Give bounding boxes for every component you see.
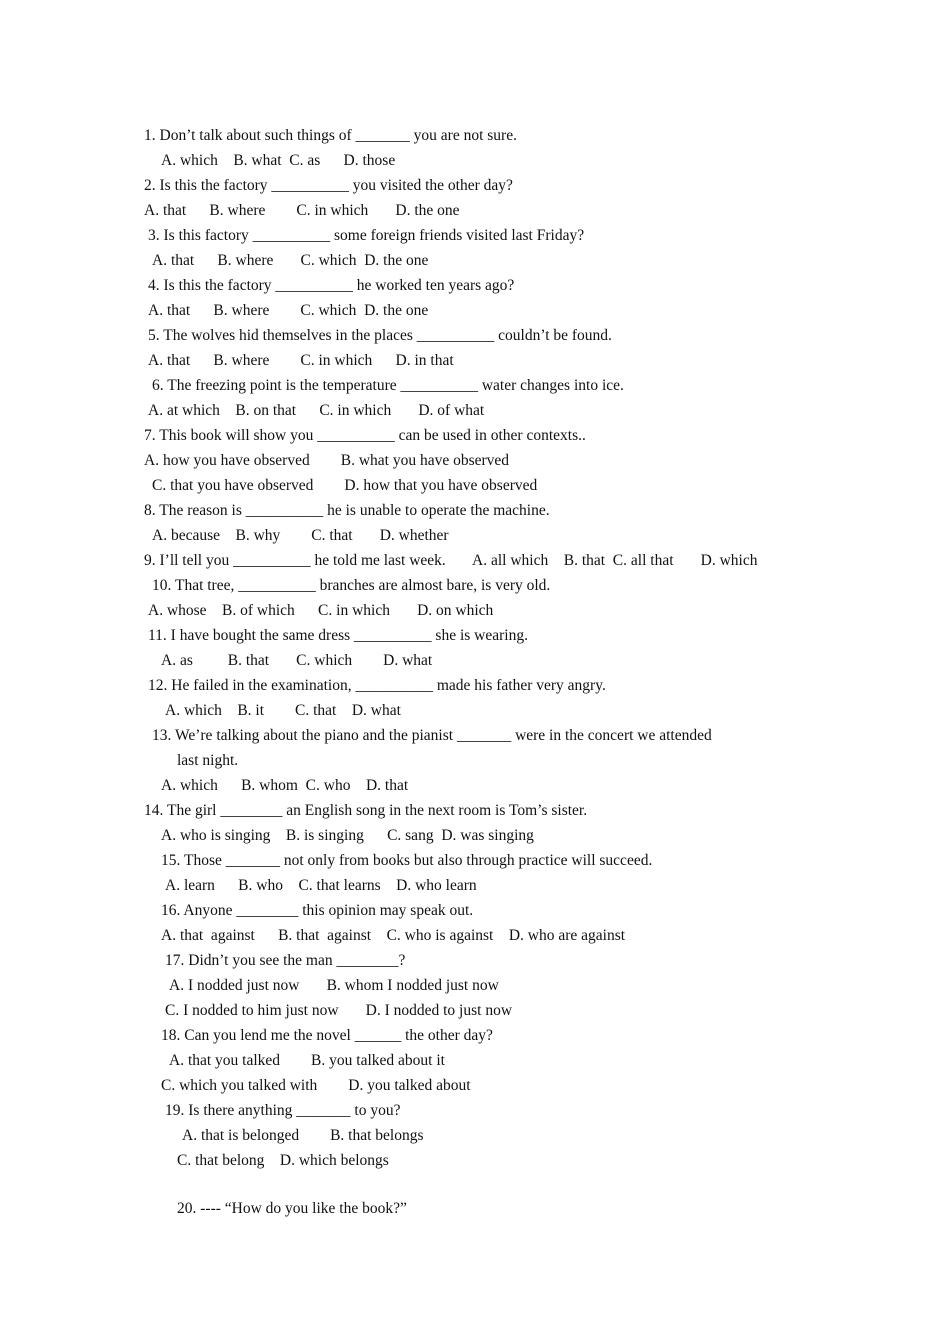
question-4-stem: 4. Is this the factory __________ he worked ten years ago?	[148, 277, 515, 294]
question-1-stem: 1. Don’t talk about such things of _______ you are not sure.	[144, 127, 517, 144]
question-8-stem: 8. The reason is __________ he is unable to operate the machine.	[144, 502, 550, 519]
question-15-options: A. learn B. who C. that learns D. who learn	[165, 877, 477, 894]
question-3-stem: 3. Is this factory __________ some foreign friends visited last Friday?	[148, 227, 585, 244]
question-2-stem: 2. Is this the factory __________ you visited the other day?	[144, 177, 513, 194]
question-10-stem: 10. That tree, __________ branches are almost bare, is very old.	[152, 577, 551, 594]
question-11-stem: 11. I have bought the same dress __________ she is wearing.	[148, 627, 528, 644]
question-20-stem: 20. ---- “How do you like the book?”	[177, 1200, 407, 1217]
question-9-stem-and-options: 9. I’ll tell you __________ he told me last week. A. all which B. that C. all that D. which	[144, 552, 758, 569]
question-18-options-cd: C. which you talked with D. you talked about	[161, 1077, 471, 1094]
question-18-stem: 18. Can you lend me the novel ______ the other day?	[161, 1027, 493, 1044]
question-17-stem: 17. Didn’t you see the man ________?	[165, 952, 406, 969]
question-19-options-cd: C. that belong D. which belongs	[177, 1152, 389, 1169]
question-12-stem: 12. He failed in the examination, __________ made his father very angry.	[148, 677, 606, 694]
question-13-stem: 13. We’re talking about the piano and the pianist _______ were in the concert we attended	[152, 727, 712, 744]
question-6-options: A. at which B. on that C. in which D. of what	[148, 402, 485, 419]
question-13-stem-continued: last night.	[177, 752, 239, 769]
question-18-options-ab: A. that you talked B. you talked about it	[169, 1052, 445, 1069]
question-10-options: A. whose B. of which C. in which D. on which	[148, 602, 494, 619]
question-2-options: A. that B. where C. in which D. the one	[144, 202, 460, 219]
question-17-options-cd: C. I nodded to him just now D. I nodded to just now	[165, 1002, 513, 1019]
question-7-options-cd: C. that you have observed D. how that you have observed	[152, 477, 538, 494]
question-17-options-ab: A. I nodded just now B. whom I nodded just now	[169, 977, 499, 994]
question-14-stem: 14. The girl ________ an English song in the next room is Tom’s sister.	[144, 802, 588, 819]
question-3-options: A. that B. where C. which D. the one	[152, 252, 429, 269]
question-7-stem: 7. This book will show you __________ can be used in other contexts..	[144, 427, 586, 444]
question-5-options: A. that B. where C. in which D. in that	[148, 352, 454, 369]
question-14-options: A. who is singing B. is singing C. sang D. was singing	[161, 827, 534, 844]
question-16-options: A. that against B. that against C. who is against D. who are against	[161, 927, 626, 944]
question-7-options-ab: A. how you have observed B. what you have observed	[144, 452, 510, 469]
question-4-options: A. that B. where C. which D. the one	[148, 302, 429, 319]
question-19-stem: 19. Is there anything _______ to you?	[165, 1102, 401, 1119]
question-13-options: A. which B. whom C. who D. that	[161, 777, 409, 794]
question-6-stem: 6. The freezing point is the temperature __________ water changes into ice.	[152, 377, 624, 394]
question-8-options: A. because B. why C. that D. whether	[152, 527, 449, 544]
question-1-options: A. which B. what C. as D. those	[161, 152, 396, 169]
question-16-stem: 16. Anyone ________ this opinion may speak out.	[161, 902, 474, 919]
question-15-stem: 15. Those _______ not only from books but also through practice will succeed.	[161, 852, 653, 869]
question-5-stem: 5. The wolves hid themselves in the places __________ couldn’t be found.	[148, 327, 612, 344]
question-11-options: A. as B. that C. which D. what	[161, 652, 433, 669]
question-19-options-ab: A. that is belonged B. that belongs	[182, 1127, 424, 1144]
question-12-options: A. which B. it C. that D. what	[165, 702, 401, 719]
